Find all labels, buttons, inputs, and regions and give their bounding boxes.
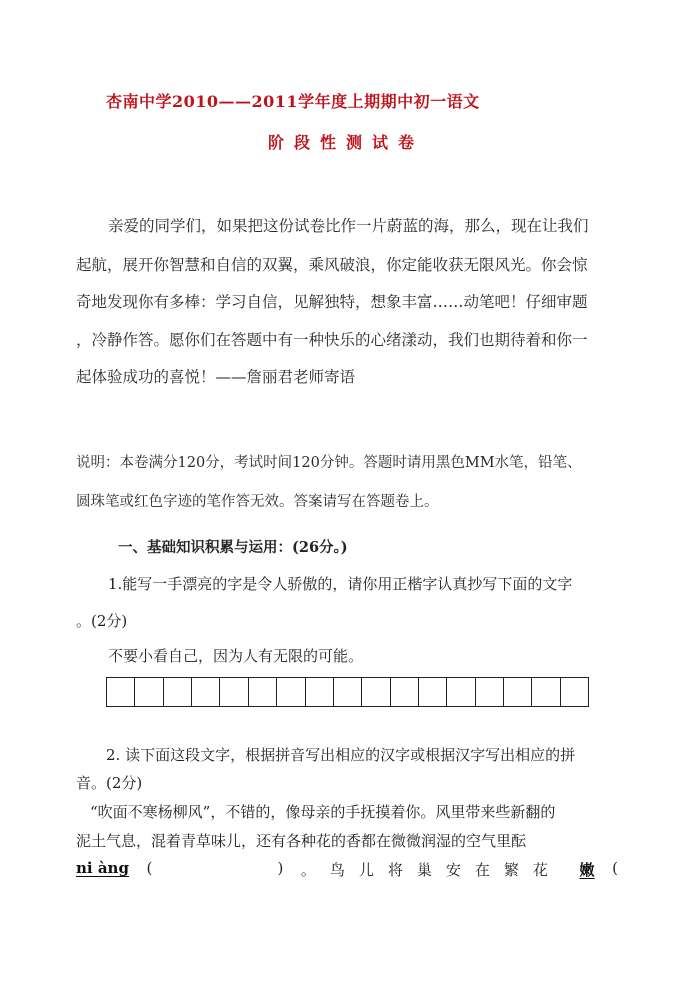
writing-cell[interactable] bbox=[192, 678, 220, 706]
writing-cell[interactable] bbox=[277, 678, 305, 706]
underlined-char: 嫩 bbox=[579, 861, 595, 879]
passage-last-line bbox=[76, 859, 618, 880]
exam-subtitle: 阶段性测试卷 bbox=[268, 133, 425, 152]
writing-cell[interactable] bbox=[334, 678, 362, 706]
pinyin-blank: ni àng bbox=[76, 859, 129, 877]
passage-text: 。鸟儿将巢安在繁花 bbox=[300, 861, 562, 879]
intro-line: 奇地发现你有多棒：学习自信，见解独特，想象丰富……动笔吧！仔细审题 bbox=[76, 293, 588, 311]
writing-cell[interactable] bbox=[306, 678, 334, 706]
answer-paren-close[interactable]: ) bbox=[277, 859, 284, 877]
question-1-line: 1.能写一手漂亮的字是令人骄傲的，请你用正楷字认真抄写下面的文字 bbox=[108, 575, 573, 593]
passage-line: 泥土气息，混着青草味儿，还有各种花的香都在微微润湿的空气里酝 bbox=[76, 832, 527, 850]
exam-note-line: 说明：本卷满分120分，考试时间120分钟。答题时请用黑色MM水笔，铅笔、 bbox=[76, 455, 582, 471]
intro-line: ，冷静作答。愿你们在答题中有一种快乐的心绪漾动，我们也期待着和你一 bbox=[76, 331, 588, 349]
answer-paren-open[interactable]: ( bbox=[146, 859, 153, 877]
writing-cell[interactable] bbox=[447, 678, 475, 706]
question-1-line: 。(2分) bbox=[76, 612, 128, 630]
question-2-line: 音。(2分) bbox=[76, 774, 143, 792]
writing-cell[interactable] bbox=[249, 678, 277, 706]
writing-cell[interactable] bbox=[164, 678, 192, 706]
writing-cell[interactable] bbox=[220, 678, 248, 706]
exam-note-line: 圆珠笔或红色字迹的笔作答无效。答案请写在答题卷上。 bbox=[76, 494, 439, 510]
copy-text: 不要小看自己，因为人有无限的可能。 bbox=[108, 647, 364, 665]
answer-paren-open-2[interactable]: ( bbox=[612, 859, 618, 877]
answer-space[interactable] bbox=[170, 859, 260, 880]
question-2-line: 2. 读下面这段文字，根据拼音写出相应的汉字或根据汉字写出相应的拼 bbox=[106, 746, 576, 764]
writing-cell[interactable] bbox=[476, 678, 504, 706]
writing-cell[interactable] bbox=[362, 678, 390, 706]
writing-cell[interactable] bbox=[504, 678, 532, 706]
writing-cell[interactable] bbox=[419, 678, 447, 706]
writing-cell[interactable] bbox=[107, 678, 135, 706]
intro-line: 亲爱的同学们，如果把这份试卷比作一片蔚蓝的海，那么，现在让我们 bbox=[108, 217, 589, 235]
exam-title: 杏南中学2010——2011学年度上期期中初一语文 bbox=[106, 92, 480, 111]
writing-cell[interactable] bbox=[532, 678, 560, 706]
writing-cell[interactable] bbox=[561, 678, 588, 706]
writing-cell[interactable] bbox=[135, 678, 163, 706]
intro-line: 起体验成功的喜悦！——詹丽君老师寄语 bbox=[76, 368, 356, 386]
writing-grid[interactable] bbox=[106, 677, 589, 707]
intro-line: 起航，展开你智慧和自信的双翼，乘风破浪，你定能收获无限风光。你会惊 bbox=[76, 256, 588, 274]
writing-cell[interactable] bbox=[391, 678, 419, 706]
passage-line: “吹面不寒杨柳风”，不错的，像母亲的手抚摸着你。风里带来些新翻的 bbox=[90, 803, 556, 821]
section-heading: 一、基础知识积累与运用：(26分。) bbox=[118, 539, 348, 556]
